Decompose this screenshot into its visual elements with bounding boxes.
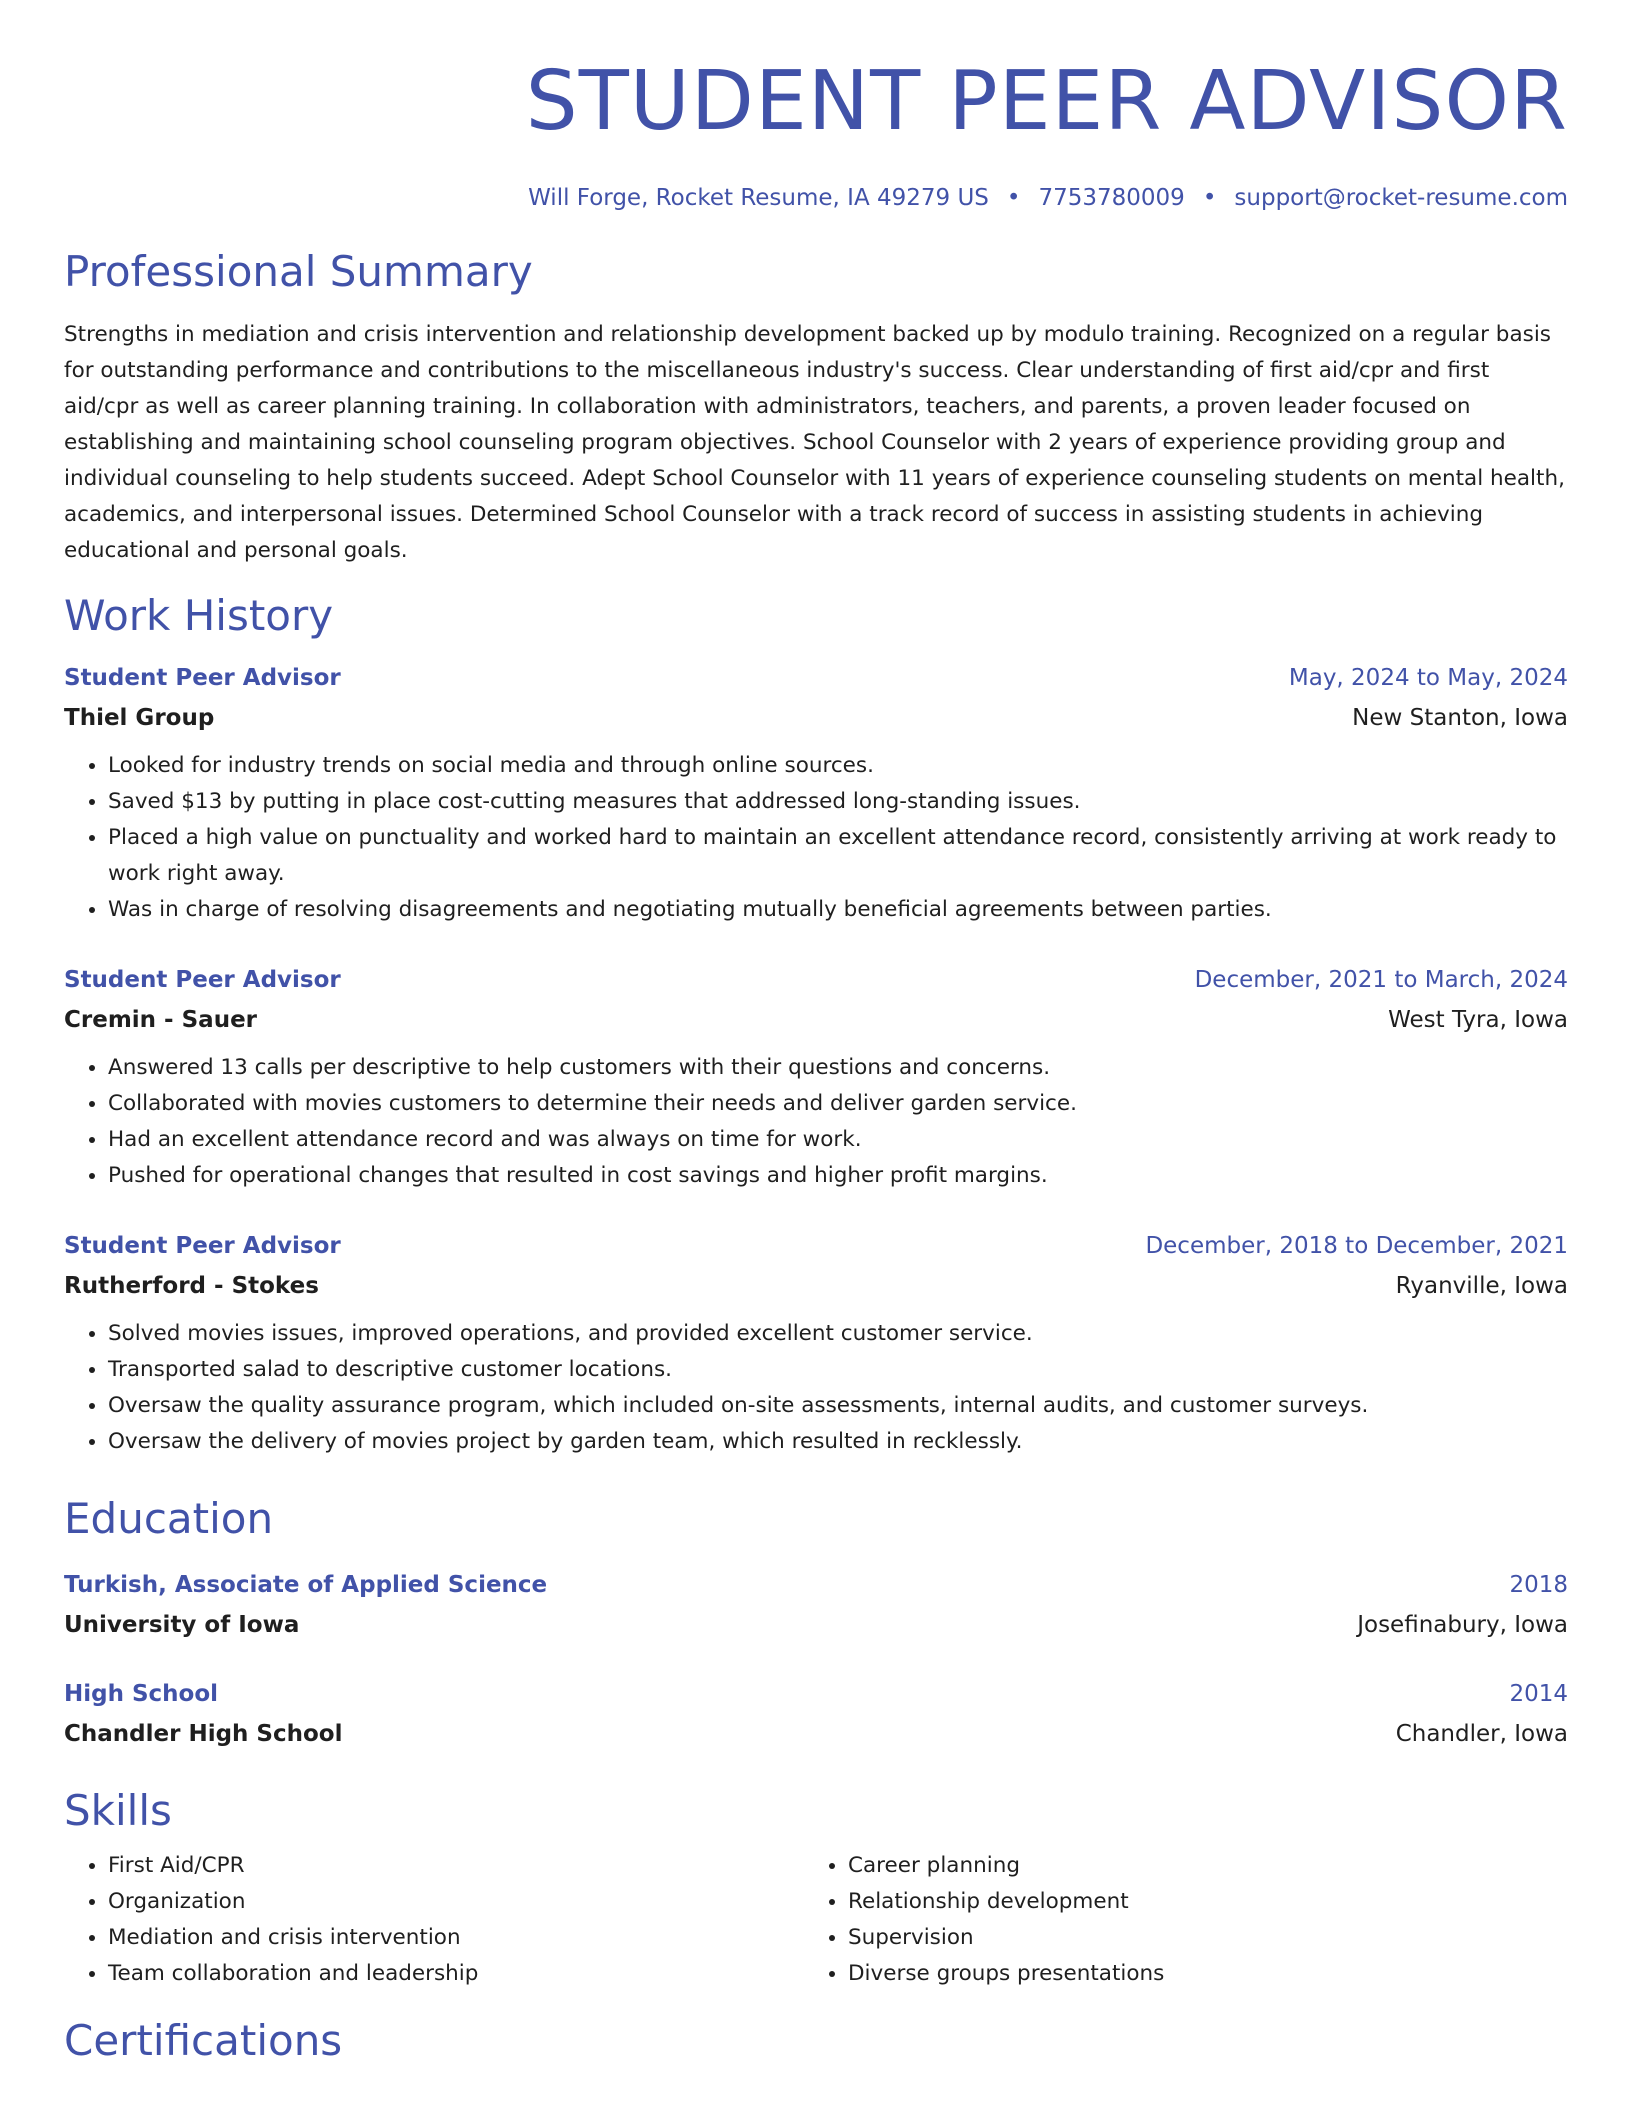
job-bullets bbox=[64, 1316, 1568, 1460]
skill-item: • Team collaboration and leadership bbox=[108, 1956, 804, 1992]
education-degree: Turkish, Associate of Applied Science bbox=[64, 1572, 548, 1598]
list-item: • Answered 13 calls per descriptive to help customers with their questions and concerns. bbox=[108, 1050, 1568, 1086]
education-entry bbox=[64, 1683, 1568, 1746]
list-item: • Was in charge of resolving disagreements and negotiating mutually beneficial agreements between parties. bbox=[108, 892, 1568, 928]
job-title: Student Peer Advisor bbox=[64, 665, 341, 691]
skill-item: • Supervision bbox=[848, 1920, 1544, 1956]
list-item: • Had an excellent attendance record and was always on time for work. bbox=[108, 1122, 1568, 1158]
skills-column-right bbox=[804, 1848, 1544, 1992]
job-entry bbox=[64, 667, 1568, 928]
job-company: Thiel Group bbox=[64, 705, 215, 731]
contact-line bbox=[64, 187, 1568, 210]
education-school: Chandler High School bbox=[64, 1721, 343, 1747]
job-bullets bbox=[64, 1050, 1568, 1194]
job-entry bbox=[64, 1235, 1568, 1460]
skill-item: • Mediation and crisis intervention bbox=[108, 1920, 804, 1956]
list-item: • Saved $13 by putting in place cost-cutting measures that addressed long-standing issues. bbox=[108, 784, 1568, 820]
job-location: Ryanville, Iowa bbox=[1395, 1273, 1568, 1299]
list-item: • Collaborated with movies customers to determine their needs and deliver garden service. bbox=[108, 1086, 1568, 1122]
summary-heading: Professional Summary bbox=[64, 247, 533, 296]
education-year: 2018 bbox=[1509, 1572, 1568, 1598]
certifications-heading: Certifications bbox=[64, 2016, 343, 2065]
education-year: 2014 bbox=[1509, 1681, 1568, 1707]
work-history-heading: Work History bbox=[64, 591, 334, 640]
job-entry bbox=[64, 969, 1568, 1194]
job-dates: December, 2021 to March, 2024 bbox=[1194, 967, 1568, 993]
education-degree: High School bbox=[64, 1681, 219, 1707]
skill-item: • Career planning bbox=[848, 1848, 1544, 1884]
list-item: • Pushed for operational changes that resulted in cost savings and higher profit margins. bbox=[108, 1158, 1568, 1194]
education-location: Josefinabury, Iowa bbox=[1357, 1612, 1568, 1638]
job-title: Student Peer Advisor bbox=[64, 967, 341, 993]
skills-column-left bbox=[64, 1848, 804, 1992]
skills-heading: Skills bbox=[64, 1786, 172, 1835]
skill-item: • First Aid/CPR bbox=[108, 1848, 804, 1884]
skills-list bbox=[64, 1848, 1568, 1992]
job-location: New Stanton, Iowa bbox=[1352, 705, 1568, 731]
list-item: • Looked for industry trends on social media and through online sources. bbox=[108, 748, 1568, 784]
job-title: Student Peer Advisor bbox=[64, 1233, 341, 1259]
skill-item: • Organization bbox=[108, 1884, 804, 1920]
skill-item: • Relationship development bbox=[848, 1884, 1544, 1920]
contact-separator: • bbox=[1202, 185, 1217, 211]
job-company: Rutherford - Stokes bbox=[64, 1273, 319, 1299]
job-bullets bbox=[64, 748, 1568, 928]
contact-email[interactable]: support@rocket-resume.com bbox=[1234, 185, 1568, 211]
list-item: • Solved movies issues, improved operations, and provided excellent customer service. bbox=[108, 1316, 1568, 1352]
contact-phone: 7753780009 bbox=[1038, 185, 1185, 211]
job-location: West Tyra, Iowa bbox=[1388, 1007, 1568, 1033]
education-entry bbox=[64, 1574, 1568, 1637]
resume-title: STUDENT PEER ADVISOR bbox=[525, 54, 1568, 149]
skill-item: • Diverse groups presentations bbox=[848, 1956, 1544, 1992]
job-company: Cremin - Sauer bbox=[64, 1007, 258, 1033]
education-location: Chandler, Iowa bbox=[1395, 1721, 1568, 1747]
list-item: • Oversaw the delivery of movies project by garden team, which resulted in recklessly. bbox=[108, 1424, 1568, 1460]
list-item: • Transported salad to descriptive customer locations. bbox=[108, 1352, 1568, 1388]
contact-separator: • bbox=[1006, 185, 1021, 211]
job-dates: May, 2024 to May, 2024 bbox=[1288, 665, 1568, 691]
education-heading: Education bbox=[64, 1494, 274, 1543]
summary-text: Strengths in mediation and crisis intervention and relationship development backed up by modulo training. Recognized on a regular basis for outstanding performance and contributions to the miscellaneous industry's success. Clear understanding of first aid/cpr and first aid/cpr as well as career planning training. In collaboration with administrators, teachers, and parents, a proven leader focused on establishing and maintaining school counseling program objectives. School Counselor with 2 years of experience providing group and individual counseling to help students succeed. Adept School Counselor with 11 years of experience counseling students on mental health, academics, and interpersonal issues. Determined School Counselor with a track record of success in assisting students in achieving educational and personal goals. bbox=[64, 322, 1565, 563]
job-dates: December, 2018 to December, 2021 bbox=[1145, 1233, 1568, 1259]
list-item: • Placed a high value on punctuality and worked hard to maintain an excellent attendance record, consistently arriving at work ready to work right away. bbox=[108, 820, 1568, 892]
education-school: University of Iowa bbox=[64, 1612, 300, 1638]
contact-address: Will Forge, Rocket Resume, IA 49279 US bbox=[528, 185, 989, 211]
list-item: • Oversaw the quality assurance program, which included on-site assessments, internal audits, and customer surveys. bbox=[108, 1388, 1568, 1424]
